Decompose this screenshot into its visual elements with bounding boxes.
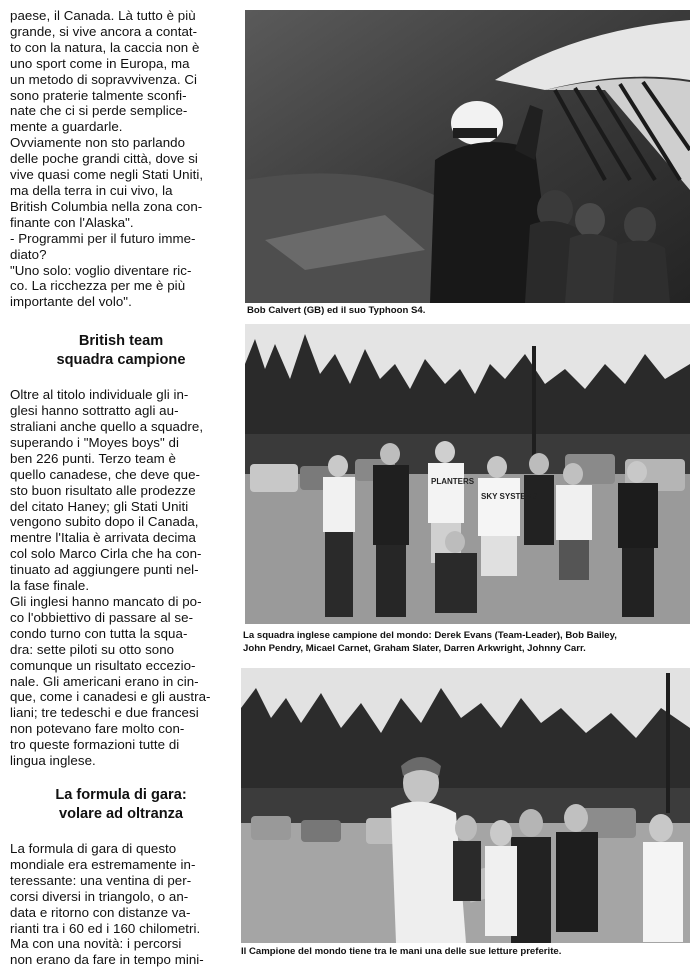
- text-line: ma della terra in cui vivo, la: [10, 182, 173, 198]
- left-text-column: [10, 8, 232, 968]
- text-line: un metodo di sopravvivenza. Ci: [10, 71, 198, 87]
- text-line: vive quasi come negli Stati Uniti,: [10, 167, 204, 183]
- text-line: nate che ci si perde semplice-: [10, 103, 188, 119]
- text-line: teressante: una ventina di per-: [10, 872, 192, 888]
- text-line: la fase finale.: [10, 578, 90, 594]
- heading-british-team-line1: British team: [78, 333, 164, 350]
- text-line: nale. Gli americani erano in cin-: [10, 673, 199, 689]
- text-line: - Programmi per il futuro imme-: [10, 230, 196, 246]
- text-line: que, come i canadesi e gli austra-: [10, 689, 211, 705]
- intro-paragraph: [10, 8, 232, 310]
- text-line: comunque un risultato eccezio-: [10, 657, 196, 673]
- photo-team-caption-line1: La squadra inglese campione del mondo: Derek Evans (Team-Leader), Bob Bailey,: [243, 630, 617, 641]
- text-line: superando i "Moyes boys" di: [10, 434, 179, 450]
- text-line: del citato Haney; gli Stati Uniti: [10, 498, 189, 514]
- heading-british-team: [10, 332, 232, 370]
- text-line: La formula di gara di questo: [10, 840, 177, 856]
- shirt-text-planters: PLANTERS: [431, 477, 475, 486]
- text-line: sono praterie talmente sconfi-: [10, 87, 187, 103]
- text-line: "Uno solo: voglio diventare ric-: [10, 262, 192, 278]
- text-line: corsi diversi in triangolo, o an-: [10, 888, 189, 904]
- section1-paragraph: [10, 387, 232, 769]
- text-line: ben 226 punti. Terzo team è: [10, 450, 176, 466]
- text-line: uno sport come in Europa, ma: [10, 55, 190, 71]
- text-line: liani; tre tedeschi e due francesi: [10, 705, 199, 721]
- text-line: glesi hanno sottratto agli au-: [10, 403, 179, 419]
- text-line: vengono subito dopo il Canada,: [10, 514, 199, 530]
- text-line: mentre l'Italia è arrivata decima: [10, 530, 196, 546]
- text-line: dra: sette piloti su otto sono: [10, 641, 175, 657]
- heading-formula-line2: volare ad oltranza: [58, 805, 184, 822]
- text-line: delle poche grandi città, dove si: [10, 151, 198, 167]
- text-line: tinuato ad aggiungere punti nel-: [10, 562, 199, 578]
- text-line: to con la natura, la caccia non è: [10, 39, 200, 55]
- text-line: non potevano fare molto con-: [10, 721, 185, 737]
- text-line: straliani anche quello a squadre,: [10, 419, 204, 435]
- text-line: co l'obbiettivo di passare al se-: [10, 609, 194, 625]
- text-line: col solo Marco Cirla che ha con-: [10, 546, 202, 562]
- photo-calvert-caption: Bob Calvert (GB) ed il suo Typhoon S4.: [247, 305, 426, 316]
- heading-british-team-line2: squadra campione: [56, 352, 186, 369]
- text-line: Gli inglesi hanno mancato di po-: [10, 594, 202, 609]
- text-line: grande, si vive ancora a contat-: [10, 23, 198, 39]
- text-line: paese, il Canada. Là tutto è più: [10, 8, 196, 23]
- text-line: sto buon risultato alle prodezze: [10, 482, 196, 498]
- text-line: finante con l'Alaska".: [10, 214, 134, 230]
- text-line: condo turno con tutta la squa-: [10, 625, 188, 641]
- text-line: Ma con una novità: i percorsi: [10, 936, 182, 952]
- text-line: Oltre al titolo individuale gli in-: [10, 387, 189, 403]
- text-line: lingua inglese.: [10, 753, 96, 769]
- photo-team-caption-line2: John Pendry, Micael Carnet, Graham Slater, Darren Arkwright, Johnny Carr.: [243, 642, 586, 654]
- text-line: data e ritorno con distanze va-: [10, 904, 191, 920]
- photo-calvert-glider: [245, 10, 690, 303]
- section2-paragraph: [10, 841, 232, 968]
- text-line: quello canadese, che deve que-: [10, 466, 201, 482]
- text-line: rianti tra i 60 ed i 160 chilometri.: [10, 920, 201, 936]
- text-line: diato?: [10, 246, 47, 262]
- heading-formula-line1: La formula di gara:: [55, 786, 187, 803]
- photo-champion-caption: Il Campione del mondo tiene tra le mani una delle sue letture preferite.: [241, 946, 562, 957]
- photo-world-champion: [241, 668, 690, 943]
- text-line: mente a guardarle.: [10, 119, 123, 135]
- text-line: non erano da fare in tempo mini-: [10, 952, 204, 968]
- photo-british-team: [245, 324, 690, 624]
- text-line: mondiale era estremamente in-: [10, 856, 196, 872]
- text-line: co. La ricchezza per me è più: [10, 278, 186, 294]
- heading-formula: [10, 786, 232, 824]
- shirt-text-sky-systems: SKY SYSTEMS: [481, 492, 538, 501]
- text-line: British Columbia nella zona con-: [10, 198, 203, 214]
- photo-team-caption: [243, 630, 693, 655]
- text-line: importante del volo".: [10, 294, 132, 310]
- text-line: tro queste formazioni tutte di: [10, 737, 180, 753]
- text-line: Ovviamente non sto parlando: [10, 135, 186, 151]
